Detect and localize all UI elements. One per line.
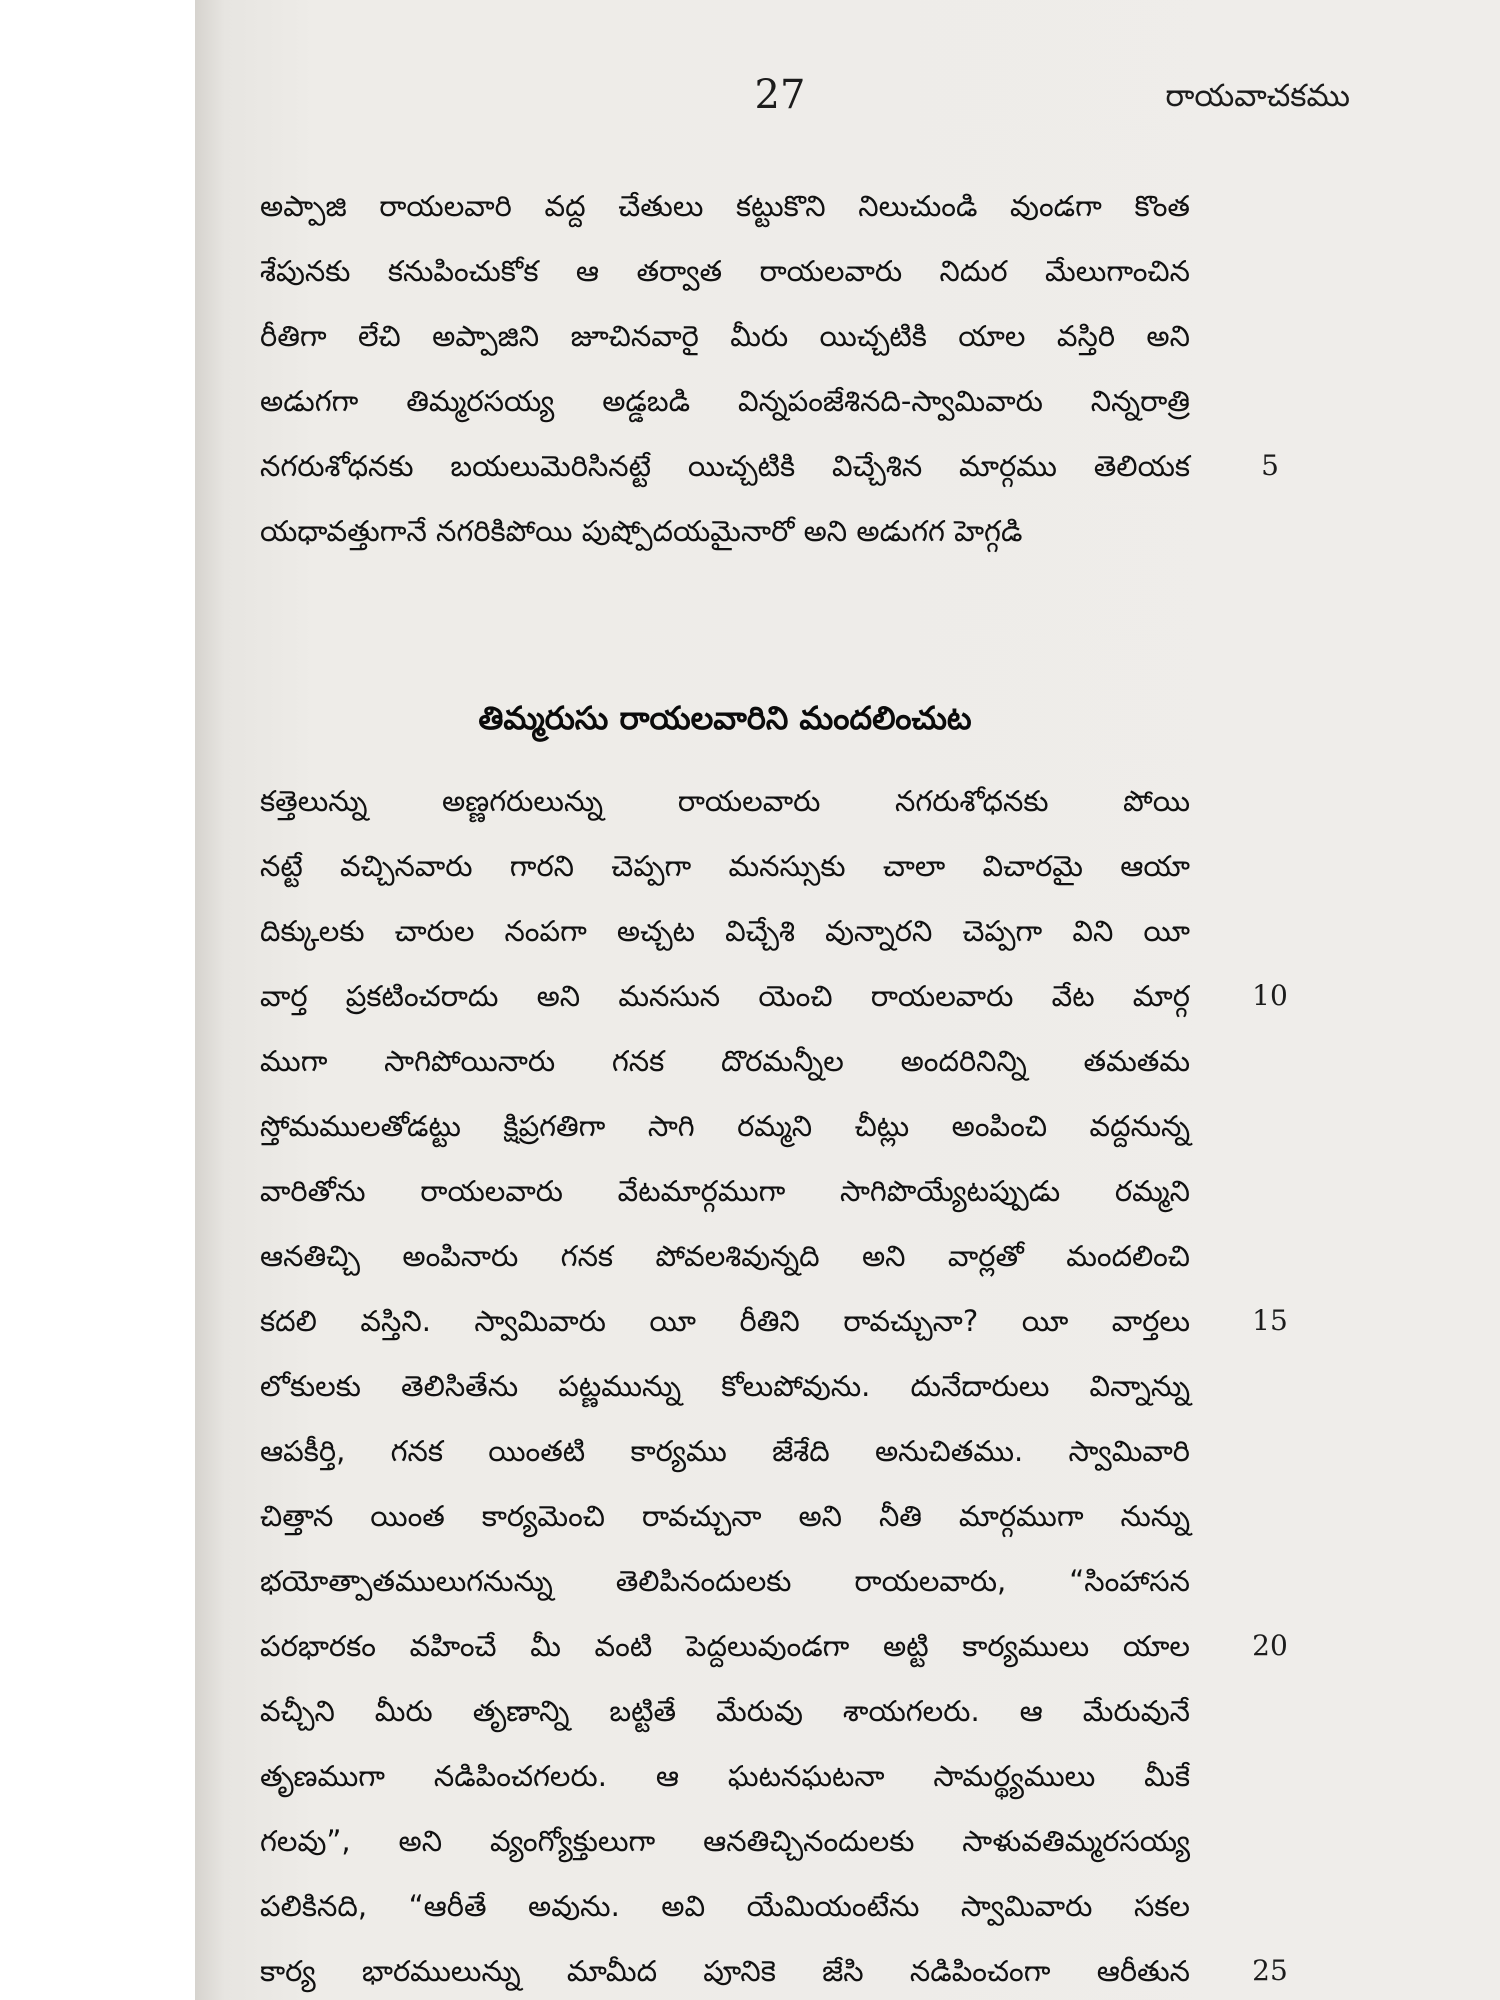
text-line: యధావత్తుగానే నగరికిపోయి పుష్పోదయమైనారో అని అడుగగ హెగ్గడి: [260, 514, 1023, 548]
text-line: తృణముగా నడిపించగలరు. ఆ ఘటనఘటనా సామర్థ్యములు మీకే: [260, 1759, 1190, 1793]
text-line: దిక్కులకు చారుల నంపగా అచ్చట విచ్చేశి వున్నారని చెప్పగా విని యీ: [260, 914, 1190, 948]
line-number-5: 5: [1261, 449, 1279, 482]
text-line: గలవు”, అని వ్యంగ్యోక్తులుగా ఆనతిచ్చినందులకు సాళువతిమ్మరసయ్య: [260, 1824, 1190, 1858]
page-number: 27: [754, 72, 806, 118]
running-head: రాయవాచకము: [1165, 78, 1350, 114]
text-line: కదలి వస్తిని. స్వామివారు యీ రీతిని రావచ్చునా? యీ వార్తలు: [260, 1304, 1190, 1338]
text-line: ఆనతిచ్చి అంపినారు గనక పోవలశివున్నది అని వార్లతో మందలించి: [260, 1239, 1190, 1273]
text-line: కత్తెలున్ను అణ్ణగరులున్ను రాయలవారు నగరుశోధనకు పోయి: [260, 784, 1190, 818]
text-line: వార్త ప్రకటించరాదు అని మనసున యెంచి రాయలవారు వేట మార్గ: [260, 979, 1190, 1013]
text-line: పరభారకం వహించే మీ వంటి పెద్దలువుండగా అట్టి కార్యములు యాల: [260, 1629, 1190, 1663]
text-line: నగరుశోధనకు బయలుమెరిసినట్టే యిచ్చటికి విచ్చేశిన మార్గము తెలియక: [260, 449, 1190, 483]
text-line: రీతిగా లేచి అప్పాజిని జూచినవారై మీరు యిచ్చటికి యాల వస్తిరి అని: [260, 319, 1190, 353]
text-line: అడుగగా తిమ్మరసయ్య అడ్డబడి విన్నపంజేశినది-స్వామివారు నిన్నరాత్రి: [260, 384, 1190, 418]
text-line: పలికినది, “ఆరీతే అవును. అవి యేమియంటేను స్వామివారు సకల: [260, 1889, 1190, 1923]
line-number-10: 10: [1252, 979, 1288, 1012]
text-line: లోకులకు తెలిసితేను పట్ణమున్ను కోలుపోవును. దునేదారులు విన్నాన్ను: [260, 1369, 1190, 1403]
line-number-20: 20: [1252, 1629, 1288, 1662]
text-line: నట్టే వచ్చినవారు గారని చెప్పగా మనస్సుకు చాలా విచారమై ఆయా: [260, 849, 1190, 883]
text-line: అప్పాజి రాయలవారి వద్ద చేతులు కట్టుకొని నిలుచుండి వుండగా కొంత: [260, 189, 1190, 223]
text-line: భయోత్పాతములుగనున్ను తెలిపినందులకు రాయలవారు, “సింహాసన: [260, 1564, 1190, 1598]
section-heading: తిమ్మరుసు రాయలవారిని మందలించుట: [478, 699, 972, 737]
text-line: స్తోమములతోడట్టు క్షిప్రగతిగా సాగి రమ్మని చీట్లు అంపించి వద్దనున్న: [260, 1109, 1190, 1143]
text-line: వచ్చీని మీరు తృణాన్ని బట్టితే మేరువు శాయగలరు. ఆ మేరువునే: [260, 1694, 1190, 1728]
text-line: వారితోను రాయలవారు వేటమార్గముగా సాగిపొయ్యేటప్పుడు రమ్మని: [260, 1174, 1190, 1208]
text-line: ముగా సాగిపోయినారు గనక దొరమన్నీల అందరినిన్ని తమతమ: [260, 1044, 1190, 1078]
text-line: శేపునకు కనుపించుకోక ఆ తర్వాత రాయలవారు నిదుర మేలుగాంచిన: [260, 254, 1190, 288]
line-number-25: 25: [1252, 1954, 1288, 1987]
text-line: చిత్తాన యింత కార్యమెంచి రావచ్చునా అని నీతి మార్గముగా నున్ను: [260, 1499, 1190, 1533]
text-line: కార్య భారములున్ను మామీద పూనికె జేసి నడిపించంగా ఆరీతున: [260, 1954, 1190, 1988]
text-line: ఆపకీర్తి, గనక యింతటి కార్యము జేశేది అనుచితము. స్వామివారి: [260, 1434, 1190, 1468]
line-number-15: 15: [1252, 1304, 1288, 1337]
